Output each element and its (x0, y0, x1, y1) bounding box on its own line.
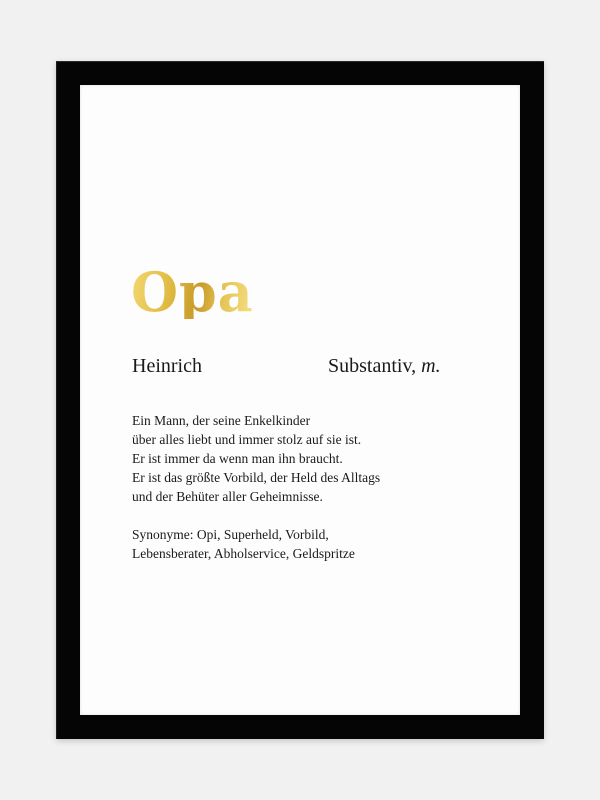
definition-line: Ein Mann, der seine Enkelkinder (132, 413, 311, 428)
definition-line: Er ist immer da wenn man ihn braucht. (132, 451, 343, 466)
gender-label: m. (421, 355, 441, 377)
definition-line: und der Behüter aller Geheimnisse. (132, 489, 323, 504)
word-class-label: Substantiv, (328, 355, 417, 377)
synonyms-line: Lebensberater, Abholservice, Geldspritze (132, 546, 355, 561)
word-class (328, 355, 441, 378)
poster-title: Opa (131, 260, 254, 324)
definition-line: Er ist das größte Vorbild, der Held des Alltags (132, 470, 381, 485)
person-name: Heinrich (132, 355, 202, 377)
definition-text (132, 411, 502, 506)
poster-paper (80, 85, 520, 715)
picture-frame (56, 61, 544, 739)
synonyms-line: Synonyme: Opi, Superheld, Vorbild, (132, 527, 329, 542)
synonyms-text (132, 525, 502, 563)
definition-line: über alles liebt und immer stolz auf sie ist. (132, 432, 362, 447)
